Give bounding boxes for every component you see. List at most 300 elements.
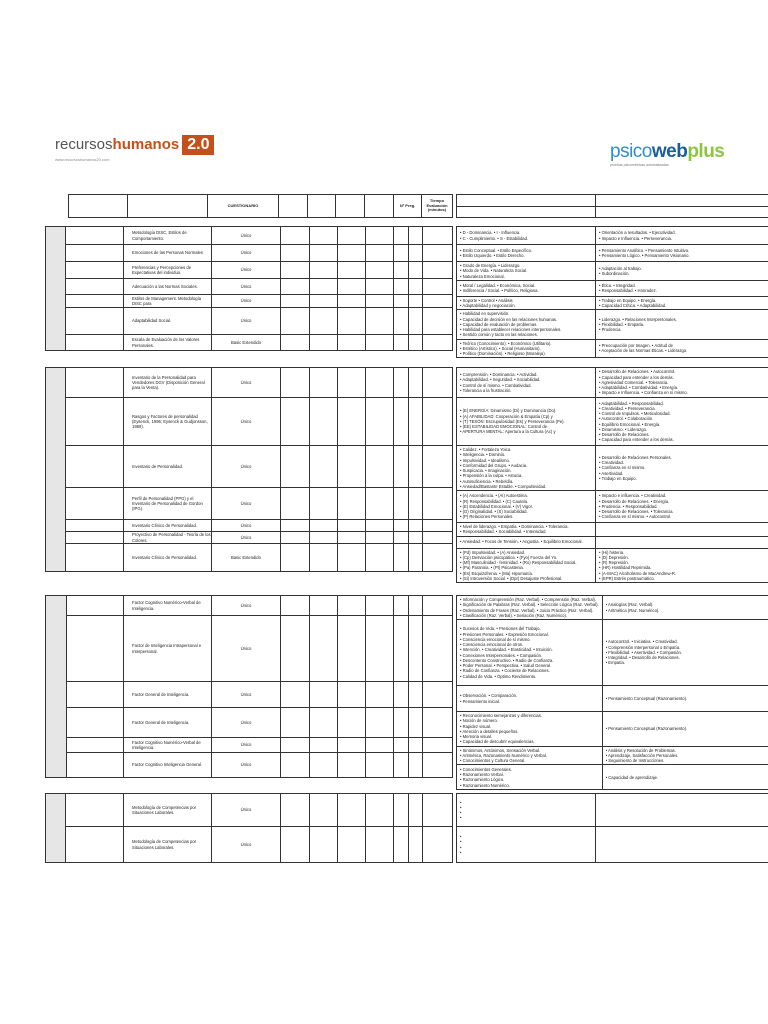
bullet-item: • Impacto e influencia. • Creatividad. — [599, 493, 768, 498]
table-row — [46, 446, 453, 488]
bullet-item: • Seguimiento de Instrucciones. — [606, 758, 768, 763]
questionnaire-name: Inventario de Personalidad. — [124, 446, 212, 488]
blank-cell — [337, 532, 365, 544]
row-spacer — [66, 738, 124, 753]
factors-cell — [457, 686, 603, 712]
tiempo-cell — [422, 520, 452, 532]
npreg-cell — [394, 446, 409, 488]
bullet-item: • Estilo Conceptual. • Estilo Específico. — [460, 248, 592, 253]
blank-cell — [281, 738, 309, 753]
questionnaire-forma: Único — [211, 446, 281, 488]
bullet-item: • Pensamiento inicial. — [460, 699, 599, 704]
npreg-cell-b — [409, 682, 423, 708]
group-table-1 — [45, 226, 453, 351]
row-spacer — [66, 335, 123, 351]
npreg-cell — [394, 398, 409, 446]
bullet-item: • Flexibilidad. • Asertividad. • Compasión. — [606, 650, 768, 655]
psicowebplus-logo — [610, 141, 724, 167]
blank-cell — [309, 708, 337, 738]
bullet-item: • Pensamiento Conceptual (Razonamiento). — [606, 696, 768, 701]
table-row — [46, 682, 453, 708]
blank-cell — [337, 596, 365, 616]
row-spacer — [66, 279, 123, 295]
bullet-item: • Capacidad para entender a los demás. — [599, 375, 768, 380]
blank-cell — [366, 520, 394, 532]
blank-cell — [281, 616, 309, 682]
blank-cell — [366, 544, 394, 572]
bullet-list — [457, 297, 595, 310]
blank-cell — [366, 368, 394, 398]
blank-cell — [337, 295, 365, 308]
detail-row — [457, 262, 768, 281]
logo-brand-right — [610, 141, 724, 163]
bullet-item: • Radio de Confianza. • Cociente de Relaciones. — [460, 668, 599, 673]
bullet-item: • Significación de Palabras (Raz. Verbal). • Selección Lógica (Raz. Verbal). — [460, 602, 599, 607]
tiempo-cell — [422, 794, 452, 827]
bullet-list — [596, 809, 768, 811]
npreg-cell — [394, 262, 409, 279]
header-cell-empty-2 — [127, 195, 207, 218]
bullet-list — [457, 523, 595, 536]
questionnaire-forma: Único — [211, 279, 281, 295]
blank-cell — [309, 262, 337, 279]
bullet-item: • Adaptabilidad y negociación. — [460, 303, 592, 308]
blank-cell — [309, 368, 337, 398]
row-spacer — [66, 245, 123, 262]
bullet-item: • Conexiones Interpersonales. • Compasión. — [460, 653, 599, 658]
bullet-item: • Liderazgo. • Relaciones Interpersonales. — [599, 317, 768, 322]
blank-cell — [366, 753, 394, 778]
questionnaire-name: Preferencias y Percepciones de Expectativas del individuo. — [123, 262, 211, 279]
questionnaire-name: Metodología de Competencias por Situaciones Laborales. — [124, 794, 212, 827]
competencies-cell — [596, 262, 768, 281]
bullet-item: • Conformidad del Grupo. • Audacia. — [460, 463, 592, 468]
logo-url: www.recursoshumanos20.com — [55, 157, 110, 162]
blank-cell — [337, 335, 365, 351]
bullet-item: • Calidad de Vida. • Óptimo Rendimiento. — [460, 674, 599, 679]
row-spacer — [66, 446, 124, 488]
questionnaire-name: Factor Cognitivo Numérico-Verbal de Inteligencia. — [124, 738, 212, 753]
bullet-item: • Tolerancia a la frustración. — [460, 388, 592, 393]
questionnaire-forma: Único — [211, 596, 281, 616]
header-npreg: Nº Preg. — [394, 195, 422, 218]
bullet-list — [596, 492, 768, 520]
bullet-item: • (D) Depresión. — [599, 555, 768, 560]
bullet-list — [457, 766, 602, 789]
bullet-item: • Grado de Energía. • Liderazgo. — [460, 263, 592, 268]
blank-cell — [366, 488, 394, 520]
blank-cell — [337, 262, 365, 279]
bullet-list — [457, 407, 595, 435]
bullet-item: • (A) Ascendencia. • (AI) Autoestima. — [460, 493, 592, 498]
factors-cell — [457, 712, 603, 747]
npreg-cell — [394, 532, 409, 544]
row-spacer — [66, 398, 124, 446]
blank-cell — [366, 596, 394, 616]
questionnaire-name: Factor General de Inteligencia. — [124, 682, 212, 708]
table-row — [46, 827, 453, 863]
table-row — [46, 279, 453, 295]
npreg-cell — [394, 227, 409, 245]
bullet-item: • Adaptación al trabajo. — [599, 266, 768, 271]
blank-cell — [337, 682, 365, 708]
questionnaire-name: Factor General de Inteligencia. — [124, 708, 212, 738]
row-spacer — [66, 794, 124, 827]
bullet-item: • Observación. • Comparación. — [460, 693, 599, 698]
competencies-cell — [602, 596, 768, 620]
detail-row — [457, 620, 768, 686]
npreg-cell-b — [409, 544, 423, 572]
npreg-cell-b — [409, 532, 423, 544]
row-spacer — [66, 520, 124, 532]
questionnaire-forma: Único — [211, 738, 281, 753]
bullet-item: • Ansiedad/Bastante Estable. • Compulsividad. — [460, 484, 592, 489]
bullet-item: • (R) Represión. — [599, 560, 768, 565]
factors-cell — [457, 310, 596, 339]
detail-row — [457, 596, 768, 620]
header-right-3 — [457, 206, 596, 218]
questionnaire-forma: Único — [211, 308, 281, 335]
header-right-2 — [596, 195, 768, 207]
questionnaire-name: Adecuación a las Normas Sociales. — [123, 279, 211, 295]
bullet-item: • Propensión a la culpa. • Astucia. — [460, 473, 592, 478]
detail-row — [457, 491, 768, 523]
tiempo-cell — [422, 827, 452, 863]
bullet-list — [457, 747, 602, 765]
bullet-item: • (P) Relaciones Personales. — [460, 514, 592, 519]
bullet-list — [457, 247, 595, 260]
bullet-list — [596, 297, 768, 310]
logo-badge: 2.0 — [182, 135, 214, 155]
npreg-cell — [394, 520, 409, 532]
detail-row — [457, 765, 768, 790]
table-row — [46, 368, 453, 398]
blank-cell — [281, 398, 309, 446]
blank-cell — [337, 827, 365, 863]
blank-cell — [281, 753, 309, 778]
bullet-item: • Atención a detalles pequeños. — [460, 729, 599, 734]
blank-cell — [366, 738, 394, 753]
competencies-cell — [596, 280, 768, 296]
bullet-item: • Confianza en sí mismo. • Autocontrol. — [599, 514, 768, 519]
bullet-item: • Indiferencia / Social. • Político, Religiosa. — [460, 288, 592, 293]
row-spacer — [66, 596, 124, 616]
npreg-cell-b — [409, 308, 423, 335]
bullet-list — [603, 638, 768, 666]
bullet-item: • Estilo Izquierdo. • Estilo Derecho. — [460, 253, 592, 258]
blank-cell — [281, 335, 309, 351]
blank-cell — [281, 532, 309, 544]
bullet-item: • Empatía. — [606, 660, 768, 665]
npreg-cell — [394, 794, 409, 827]
tiempo-cell — [422, 227, 452, 245]
bullet-item: • Modo de Vida. • Naturaleza Social. — [460, 268, 592, 273]
blank-cell — [281, 308, 309, 335]
competencies-cell — [596, 827, 768, 863]
questionnaire-name: Factor Cognitivo Numérico-Verbal de Inteligencia. — [124, 596, 212, 616]
bullet-item: • (EPR) Estrés postraumático. — [599, 576, 768, 581]
bullet-item: • Memoria visual. — [460, 734, 599, 739]
bullet-item: • Impacto e Influencia. • Confianza en sí mismo. — [599, 390, 768, 395]
blank-cell — [309, 335, 337, 351]
blank-cell — [337, 794, 365, 827]
header-table — [68, 194, 453, 218]
blank-cell — [281, 262, 309, 279]
npreg-cell — [394, 544, 409, 572]
questionnaire-name: Inventario Clínico de Personalidad. — [124, 544, 212, 572]
bullet-item: • Información y Comprensión (Raz. Verbal). • Comprensión (Raz. Verbal). — [460, 597, 599, 602]
detail-row — [457, 296, 768, 310]
bullet-list — [603, 725, 768, 732]
questionnaire-name: Perfil de Personalidad (PPG) y el Inventario de Personalidad de Gordon (IPG). — [124, 488, 212, 520]
blank-cell — [366, 279, 394, 295]
questionnaire-forma: Único — [211, 682, 281, 708]
questionnaire-forma: Único — [211, 532, 281, 544]
blank-cell — [281, 227, 309, 245]
blank-cell — [309, 398, 337, 446]
blank-cell — [309, 308, 337, 335]
group-table-2 — [45, 367, 453, 572]
npreg-cell-b — [409, 596, 423, 616]
bullet-list — [603, 747, 768, 765]
questionnaire-name: Inventario de la Personalidad para Vendedores DGV (Disposición General para la Venta). — [124, 368, 212, 398]
blank-cell — [337, 308, 365, 335]
group-detail-table-2 — [456, 367, 768, 583]
bullet-item: • Adaptabilidad. • Responsabilidad. — [599, 401, 768, 406]
npreg-cell — [394, 245, 409, 262]
competencies-cell — [596, 398, 768, 446]
npreg-cell-b — [409, 398, 423, 446]
blank-cell — [309, 682, 337, 708]
npreg-cell — [394, 827, 409, 863]
bullet-item — [460, 850, 592, 855]
questionnaire-forma: Único — [211, 520, 281, 532]
group-table-4 — [45, 793, 453, 863]
blank-cell — [281, 520, 309, 532]
blank-cell — [366, 245, 394, 262]
tiempo-cell — [422, 488, 452, 520]
blank-cell — [309, 488, 337, 520]
bullet-item: • Dinamismo. • Liderazgo. — [599, 427, 768, 432]
tiempo-cell — [422, 616, 452, 682]
blank-cell — [309, 532, 337, 544]
bullet-item: • Ordenamiento de Frases (Raz. Verbal). • Juicio Práctico (Raz. Verbal). — [460, 608, 599, 613]
logo-brand — [55, 135, 214, 155]
questionnaire-name: Factor Cognitivo Inteligencia General. — [124, 753, 212, 778]
bullet-item: • (T) TESÓN: Escrupulosidad (Es) y Perseverancia (Pe). — [460, 419, 592, 424]
table-row — [46, 596, 453, 616]
bullet-list — [596, 342, 768, 355]
logo-right-a: psico — [610, 141, 652, 162]
bullet-item: • (A) AFABILIDAD: Cooperación & Empatía (Cp) y — [460, 414, 592, 419]
bullet-list — [457, 596, 602, 619]
bullet-item: • Adaptabilidad. • Seguridad. • Sociabilidad. — [460, 377, 592, 382]
competencies-cell — [596, 368, 768, 398]
blank-cell — [281, 708, 309, 738]
factors-cell — [457, 794, 596, 827]
bullet-list — [457, 340, 595, 358]
bullet-item: • Pensamiento Analítico. • Pensamiento Intuitivo. — [599, 248, 768, 253]
group-table-3 — [45, 595, 453, 778]
competencies-cell — [596, 310, 768, 339]
blank-cell — [309, 827, 337, 863]
blank-cell — [337, 544, 365, 572]
tiempo-cell — [422, 398, 452, 446]
npreg-cell-b — [409, 446, 423, 488]
row-spacer — [66, 708, 124, 738]
table-row — [46, 616, 453, 682]
bullet-item: • Desarrollo de Relaciones. — [599, 432, 768, 437]
group-detail-table-1 — [456, 226, 768, 358]
bullet-item: • Capacidad para entender a los demás. — [599, 437, 768, 442]
bullet-list — [596, 229, 768, 242]
bullet-list — [596, 400, 768, 444]
bullet-item: • (HR) Hostilidad Reprimida. — [599, 565, 768, 570]
bullet-item: • Asertividad. — [599, 471, 768, 476]
bullet-item: • Rapidez visual. — [460, 724, 599, 729]
bullet-item: • Sinónimos, Antónimos, Sensación Verbal. — [460, 748, 599, 753]
bullet-item: • Sentido común y tacto en las relaciones. — [460, 332, 592, 337]
detail-row — [457, 339, 768, 358]
bullet-item: • Teórico (Conocimiento). • Económico (Utilitario). — [460, 341, 592, 346]
row-spacer — [66, 227, 123, 245]
header-tiempo: Tiempo Evaluación (minutos) — [422, 195, 453, 218]
bullet-item: • Capacidad Crítica. • Adaptabilidad. — [599, 303, 768, 308]
detail-row — [457, 523, 768, 537]
npreg-cell-b — [409, 227, 423, 245]
bullet-item: • Naturaleza Emocional. — [460, 274, 592, 279]
bullet-item: • Razonamiento Verbal. — [460, 772, 599, 777]
factors-cell — [457, 596, 603, 620]
tiempo-cell — [422, 596, 452, 616]
recursoshumanos-logo — [55, 135, 214, 162]
bullet-item: • (R) Responsabilidad. • (C) Cautela. — [460, 499, 592, 504]
detail-row — [457, 446, 768, 491]
table-row — [46, 308, 453, 335]
tiempo-cell — [422, 532, 452, 544]
bullet-item: • (Pd) Impulsividad. • (A) Ansiedad. — [460, 550, 592, 555]
bullet-item: • Nivel de liderazgo. • Empatía. • Dominancia. • Tolerancia. — [460, 524, 592, 529]
competencies-cell — [596, 536, 768, 548]
bullet-item: • Intención. • Creatividad. • Elasticidad. • Intuición. — [460, 647, 599, 652]
bullet-item: • Soporte • Control • Análisis — [460, 298, 592, 303]
npreg-cell — [394, 616, 409, 682]
row-spacer — [66, 544, 124, 572]
npreg-cell-b — [409, 279, 423, 295]
bullet-item: • (Si) Introversión Social. • (Dpr) Desajuste Profesional. — [460, 576, 592, 581]
blank-cell — [337, 616, 365, 682]
row-spacer — [66, 753, 124, 778]
bullet-item: • Analogías (Raz. Verbal). — [606, 602, 768, 607]
factors-cell — [457, 548, 596, 583]
competencies-cell — [602, 686, 768, 712]
tiempo-cell — [422, 738, 452, 753]
blank-cell — [309, 596, 337, 616]
blank-cell — [281, 596, 309, 616]
npreg-cell — [394, 738, 409, 753]
bullet-item: • Habilidad para establecer relaciones interpersonales. — [460, 327, 592, 332]
blank-cell — [281, 368, 309, 398]
tiempo-cell — [422, 335, 452, 351]
bullet-list — [603, 774, 768, 781]
blank-cell — [309, 446, 337, 488]
bullet-item: • Suspicacia. • Imaginación. — [460, 468, 592, 473]
bullet-item: • (E) Estabilidad Emocional. • (V) Vigor. — [460, 504, 592, 509]
table-row — [46, 738, 453, 753]
npreg-cell-b — [409, 488, 423, 520]
bullet-item: • Impacto e Influencia. • Perseverancia. — [599, 236, 768, 241]
group-marker — [46, 794, 66, 863]
bullet-item: • Adaptabilidad. • Combatividad. • Energía. — [599, 385, 768, 390]
header-right-1 — [457, 195, 596, 207]
competencies-cell — [596, 245, 768, 262]
bullet-item: • Moral / Legalidad. • Económica, Social. — [460, 283, 592, 288]
blank-cell — [366, 532, 394, 544]
blank-cell — [281, 827, 309, 863]
table-row — [46, 262, 453, 279]
competencies-cell — [602, 620, 768, 686]
group-marker — [46, 368, 66, 572]
bullet-item: • Desarrollo de Relaciones. • Autocontrol. — [599, 369, 768, 374]
tiempo-cell — [422, 308, 452, 335]
blank-cell — [366, 616, 394, 682]
bullet-item: • Comprensión Interpersonal o Empatía. — [606, 645, 768, 650]
table-row — [46, 708, 453, 738]
factors-cell — [457, 446, 596, 491]
npreg-cell-b — [409, 262, 423, 279]
bullet-item: • Subordinación. — [599, 271, 768, 276]
bullet-item: • Equilibrio Emocional. • Energía. — [599, 422, 768, 427]
bullet-item: • Ansiedad. • Focos de Tensión. • Angustia. • Equilibrio Emocional. — [460, 539, 592, 544]
npreg-cell-b — [409, 368, 423, 398]
bullet-item: • Desarrollo de Relaciones. • Tolerancia. — [599, 509, 768, 514]
bullet-list — [457, 625, 602, 680]
bullet-list — [457, 712, 602, 746]
blank-cell — [337, 279, 365, 295]
bullet-item: • Estético (Artístico). • Social (Humanitario). — [460, 346, 592, 351]
questionnaire-forma: Único — [211, 616, 281, 682]
bullet-item: • Flexibilidad. • Empatía. — [599, 322, 768, 327]
header-cuestionario: CUESTIONARIO — [208, 195, 279, 218]
group-marker — [46, 596, 67, 778]
bullet-list — [457, 446, 595, 490]
bullet-item: • Pensamiento Lógico. • Pensamiento Visionario. — [599, 253, 768, 258]
detail-row — [457, 368, 768, 398]
blank-cell — [366, 295, 394, 308]
header-cell-empty-4 — [307, 195, 336, 218]
factors-cell — [457, 262, 596, 281]
competencies-cell — [602, 765, 768, 790]
blank-cell — [281, 446, 309, 488]
blank-cell — [309, 227, 337, 245]
blank-cell — [309, 544, 337, 572]
bullet-item: • Control de sí mismo. • Combatividad. — [460, 383, 592, 388]
questionnaire-forma: Único — [211, 488, 281, 520]
logo-text-b: humanos — [112, 135, 180, 153]
blank-cell — [281, 682, 309, 708]
questionnaire-forma: Único — [211, 262, 281, 279]
blank-cell — [309, 738, 337, 753]
npreg-cell-b — [409, 738, 423, 753]
bullet-item: • (EE) ESTABILIDAD EMOCIONAL: Control de — [460, 424, 592, 429]
detail-row — [457, 794, 768, 827]
bullet-item: • Presiones Personales. • Expresión Emocional. — [460, 632, 599, 637]
blank-cell — [366, 262, 394, 279]
blank-cell — [337, 368, 365, 398]
bullet-list — [457, 833, 595, 856]
bullet-list — [457, 282, 595, 295]
factors-cell — [457, 765, 603, 790]
